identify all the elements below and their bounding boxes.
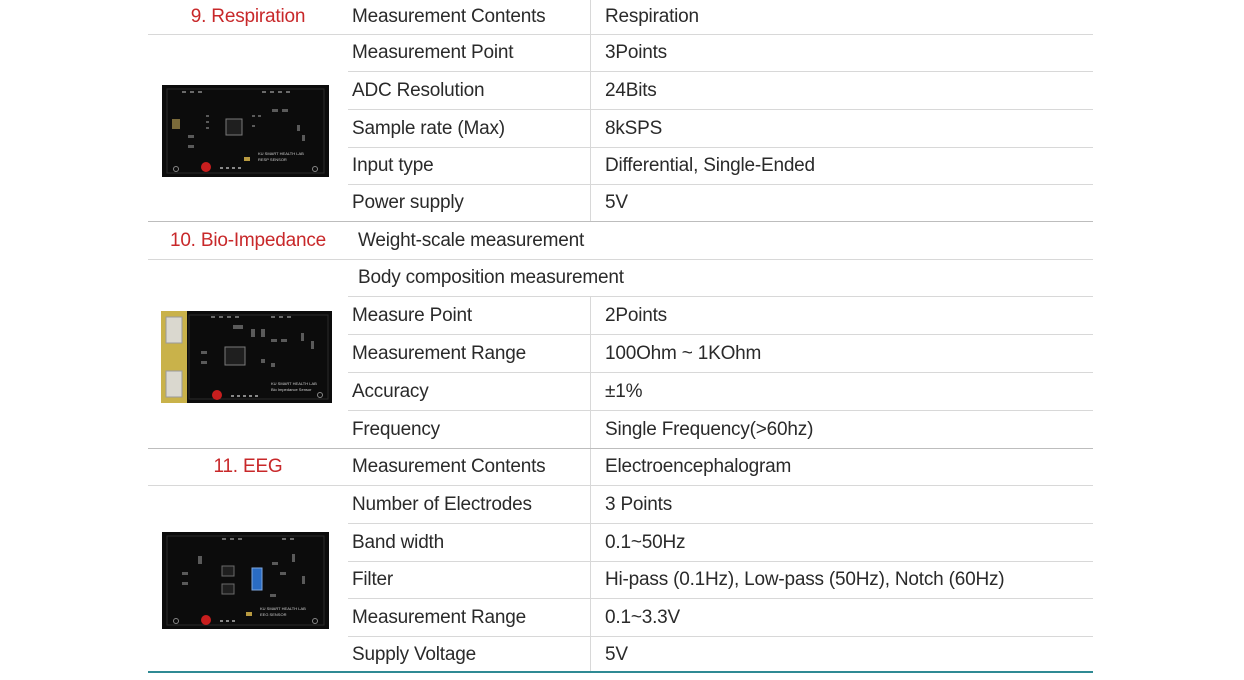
spec-value: 3Points [605, 42, 667, 63]
table-row [348, 449, 1093, 486]
spec-key: Band width [348, 524, 591, 561]
spec-value: 3 Points [605, 493, 673, 515]
spec-key: Supply Voltage [348, 637, 591, 673]
table-row [348, 599, 1093, 637]
spec-sheet [148, 0, 1093, 680]
spec-heading: Body composition measurement [358, 267, 624, 288]
table-row [348, 72, 1093, 110]
table-row [348, 524, 1093, 562]
spec-value: Electroencephalogram [605, 456, 792, 477]
spec-key: Measurement Contents [348, 0, 591, 34]
table-row [348, 562, 1093, 599]
table-row [348, 373, 1093, 411]
board-silkscreen: Bio Impedance Sensor [271, 387, 312, 392]
spec-value: Single Frequency(>60hz) [605, 418, 814, 440]
spec-key: Measurement Range [348, 335, 591, 372]
spec-heading: Weight-scale measurement [358, 229, 585, 251]
table-row [348, 297, 1093, 335]
bio-impedance-board-image [161, 311, 332, 403]
spec-key: Power supply [348, 185, 591, 221]
spec-value: 2Points [605, 304, 667, 326]
table-row [348, 486, 1093, 524]
spec-value: 0.1~3.3V [605, 606, 680, 628]
board-silkscreen: KU SMART HEALTH LAB [271, 381, 317, 386]
table-row [348, 185, 1093, 221]
spec-value: Hi-pass (0.1Hz), Low-pass (50Hz), Notch (60Hz) [605, 569, 1005, 590]
spec-value: 8kSPS [605, 117, 663, 139]
board-silkscreen: EEG SENSOR [260, 612, 287, 617]
table-row [348, 335, 1093, 373]
spec-key: ADC Resolution [348, 72, 591, 109]
spec-key: Measurement Contents [348, 449, 591, 485]
table-row [348, 411, 1093, 448]
board-silkscreen: KU SMART HEALTH LAB [258, 151, 304, 156]
table-row [348, 110, 1093, 148]
section-title-eeg: 11. EEG [148, 449, 348, 486]
spec-value: 100Ohm ~ 1KOhm [605, 342, 762, 364]
spec-value: 5V [605, 192, 628, 213]
spec-key: Measurement Point [348, 35, 591, 71]
section-title-bio-impedance: 10. Bio-Impedance [148, 222, 348, 260]
respiration-board-image [162, 85, 329, 177]
table-row [348, 637, 1093, 673]
spec-key: Frequency [348, 411, 591, 448]
table-row [348, 148, 1093, 185]
table-row [348, 260, 1093, 297]
spec-key: Filter [348, 562, 591, 598]
spec-key: Number of Electrodes [348, 486, 591, 523]
spec-value: 5V [605, 644, 628, 665]
spec-value: Respiration [605, 6, 699, 27]
table-row [348, 222, 1093, 260]
eeg-board-image [162, 532, 329, 629]
spec-key: Measure Point [348, 297, 591, 334]
table-end-line [148, 671, 1093, 673]
section-title-respiration: 9. Respiration [148, 0, 348, 35]
table-row [348, 35, 1093, 72]
board-silkscreen: KU SMART HEALTH LAB [260, 606, 306, 611]
spec-value: ±1% [605, 380, 643, 402]
spec-value: 0.1~50Hz [605, 531, 686, 553]
spec-key: Sample rate (Max) [348, 110, 591, 147]
spec-key: Input type [348, 148, 591, 184]
board-silkscreen: RESP SENSOR [258, 157, 287, 162]
spec-key: Measurement Range [348, 599, 591, 636]
spec-value: 24Bits [605, 79, 657, 101]
spec-key: Accuracy [348, 373, 591, 410]
table-row [348, 0, 1093, 35]
spec-value: Differential, Single-Ended [605, 155, 815, 176]
